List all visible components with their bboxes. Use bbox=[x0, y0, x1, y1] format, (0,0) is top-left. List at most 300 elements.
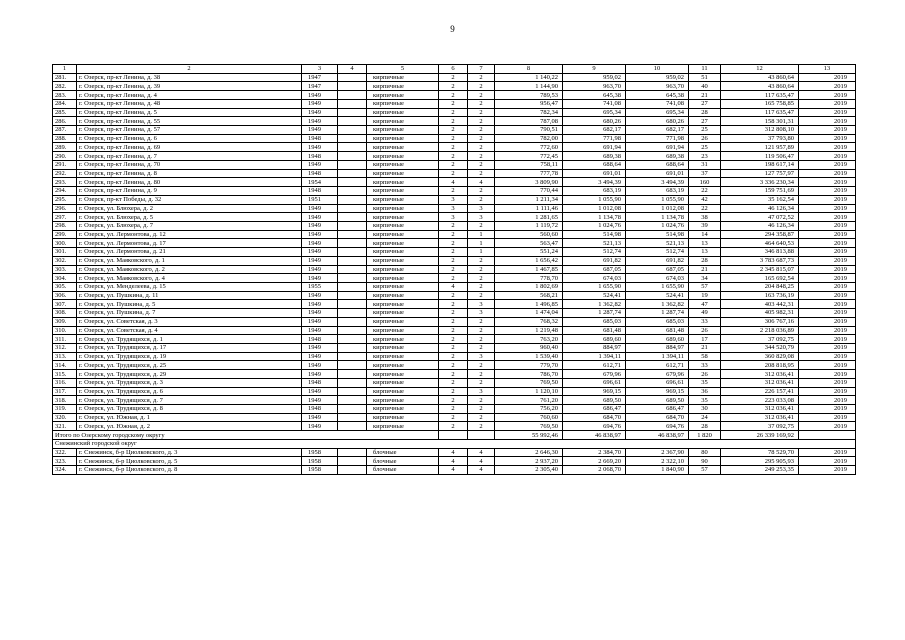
table-cell: 1 656,42 bbox=[495, 256, 563, 265]
table-cell: 2 bbox=[468, 422, 495, 431]
table-cell: 3 bbox=[468, 309, 495, 318]
table-cell: 772,45 bbox=[495, 152, 563, 161]
table-cell: 306 767,16 bbox=[721, 317, 799, 326]
table-cell bbox=[338, 326, 367, 335]
table-cell: 285. bbox=[53, 108, 77, 117]
table-cell: 1 394,11 bbox=[563, 352, 626, 361]
table-cell: 295 905,93 bbox=[721, 457, 799, 466]
table-cell: 687,05 bbox=[563, 265, 626, 274]
table-cell: 1 111,46 bbox=[495, 204, 563, 213]
table-cell: кирпичные bbox=[367, 248, 439, 257]
table-row bbox=[53, 396, 856, 405]
table-cell: 33 bbox=[689, 317, 721, 326]
table-cell: 2 bbox=[439, 405, 468, 414]
table-cell: г. Озерск, ул. Блюхера, д. 7 bbox=[77, 221, 302, 230]
table-cell: 47 072,52 bbox=[721, 213, 799, 222]
table-cell: 963,70 bbox=[563, 82, 626, 91]
table-cell: 2019 bbox=[799, 370, 856, 379]
table-cell: 312 036,41 bbox=[721, 378, 799, 387]
table-row bbox=[53, 169, 856, 178]
table-cell: 2019 bbox=[799, 248, 856, 257]
table-cell: 2 bbox=[468, 169, 495, 178]
table-cell: 1 474,04 bbox=[495, 309, 563, 318]
table-cell: 312 036,41 bbox=[721, 370, 799, 379]
table-cell: 2 bbox=[468, 317, 495, 326]
table-cell: 2 bbox=[439, 413, 468, 422]
table-cell: 688,64 bbox=[563, 160, 626, 169]
table-cell: 294. bbox=[53, 187, 77, 196]
table-cell: 2 bbox=[439, 291, 468, 300]
table-cell: 1949 bbox=[302, 361, 338, 370]
table-cell: 689,50 bbox=[626, 396, 689, 405]
table-cell: 2019 bbox=[799, 265, 856, 274]
table-cell: 884,97 bbox=[563, 344, 626, 353]
table-cell: 1949 bbox=[302, 317, 338, 326]
table-cell bbox=[338, 378, 367, 387]
table-cell: г. Озерск, ул. Трудящихся, д. 7 bbox=[77, 396, 302, 405]
table-cell: 1949 bbox=[302, 248, 338, 257]
table-cell: 289. bbox=[53, 143, 77, 152]
table-cell: г. Снежинск, б-р Циолковского, д. 5 bbox=[77, 457, 302, 466]
table-cell: 2 bbox=[468, 378, 495, 387]
table-cell: 1949 bbox=[302, 239, 338, 248]
table-cell: 315. bbox=[53, 370, 77, 379]
table-cell: 771,98 bbox=[626, 134, 689, 143]
table-cell: 2019 bbox=[799, 82, 856, 91]
table-cell: 293. bbox=[53, 178, 77, 187]
table-cell: 2019 bbox=[799, 239, 856, 248]
table-cell: 696,61 bbox=[626, 378, 689, 387]
table-cell: 2019 bbox=[799, 91, 856, 100]
table-cell: 35 162,54 bbox=[721, 195, 799, 204]
table-cell: 43 860,64 bbox=[721, 82, 799, 91]
table-cell: 2019 bbox=[799, 405, 856, 414]
table-cell: 1 024,76 bbox=[626, 221, 689, 230]
table-row bbox=[53, 195, 856, 204]
table-cell: 514,98 bbox=[626, 230, 689, 239]
table-cell: 1948 bbox=[302, 378, 338, 387]
table-cell bbox=[338, 178, 367, 187]
table-cell: 28 bbox=[689, 256, 721, 265]
table-cell: 782,34 bbox=[495, 108, 563, 117]
table-cell: 2 bbox=[439, 187, 468, 196]
table-cell: 2 bbox=[468, 405, 495, 414]
table-cell: 4 bbox=[468, 178, 495, 187]
table-cell: 2 bbox=[439, 221, 468, 230]
table-cell: 323. bbox=[53, 457, 77, 466]
table-cell: 679,96 bbox=[563, 370, 626, 379]
table-cell: кирпичные bbox=[367, 317, 439, 326]
table-cell: 4 bbox=[439, 282, 468, 291]
column-number-row bbox=[53, 65, 856, 74]
total-c11: 1 820 bbox=[689, 431, 721, 440]
table-cell: 119 506,47 bbox=[721, 152, 799, 161]
table-cell bbox=[338, 73, 367, 82]
table-cell bbox=[338, 282, 367, 291]
table-cell: 960,40 bbox=[495, 344, 563, 353]
table-cell: 694,76 bbox=[626, 422, 689, 431]
table-cell bbox=[338, 291, 367, 300]
table-cell: 761,20 bbox=[495, 396, 563, 405]
table-cell: г. Озерск, ул. Пушкина, д. 7 bbox=[77, 309, 302, 318]
table-cell: 3 bbox=[468, 213, 495, 222]
table-cell: 204 848,25 bbox=[721, 282, 799, 291]
table-cell: г. Озерск, ул. Трудящихся, д. 17 bbox=[77, 344, 302, 353]
table-cell: 769,50 bbox=[495, 422, 563, 431]
table-row bbox=[53, 309, 856, 318]
table-row bbox=[53, 361, 856, 370]
table-cell bbox=[338, 239, 367, 248]
table-cell: 1948 bbox=[302, 152, 338, 161]
table-cell: 1 287,74 bbox=[626, 309, 689, 318]
table-cell: 31 bbox=[689, 160, 721, 169]
table-cell: 2 bbox=[439, 370, 468, 379]
table-cell: 956,47 bbox=[495, 99, 563, 108]
table-cell: кирпичные bbox=[367, 309, 439, 318]
table-cell: кирпичные bbox=[367, 195, 439, 204]
table-cell bbox=[468, 431, 495, 440]
table-cell: 33 bbox=[689, 361, 721, 370]
table-cell bbox=[338, 370, 367, 379]
table-cell bbox=[338, 143, 367, 152]
table-cell bbox=[338, 195, 367, 204]
table-cell: 23 bbox=[689, 152, 721, 161]
table-cell bbox=[338, 126, 367, 135]
table-cell: 691,94 bbox=[626, 143, 689, 152]
table-cell: 2 bbox=[439, 309, 468, 318]
table-cell: 304. bbox=[53, 274, 77, 283]
table-row bbox=[53, 248, 856, 257]
table-row bbox=[53, 448, 856, 457]
table-cell: 1948 bbox=[302, 169, 338, 178]
table-cell: 1949 bbox=[302, 326, 338, 335]
table-cell: 691,94 bbox=[563, 143, 626, 152]
table-cell: г. Озерск, ул. Трудящихся, д. 8 bbox=[77, 405, 302, 414]
table-cell: кирпичные bbox=[367, 291, 439, 300]
table-cell: 2 bbox=[468, 282, 495, 291]
table-cell: 2 bbox=[439, 126, 468, 135]
table-cell: 309. bbox=[53, 317, 77, 326]
table-cell: 4 bbox=[468, 448, 495, 457]
table-cell: 694,76 bbox=[563, 422, 626, 431]
table-row bbox=[53, 344, 856, 353]
table-row bbox=[53, 291, 856, 300]
table-cell: кирпичные bbox=[367, 99, 439, 108]
table-cell: 2019 bbox=[799, 413, 856, 422]
table-cell: 1 362,82 bbox=[563, 300, 626, 309]
table-cell: кирпичные bbox=[367, 221, 439, 230]
table-cell: кирпичные bbox=[367, 282, 439, 291]
table-cell: 790,51 bbox=[495, 126, 563, 135]
table-cell: 2 218 036,89 bbox=[721, 326, 799, 335]
table-row bbox=[53, 457, 856, 466]
table-row bbox=[53, 466, 856, 475]
table-row bbox=[53, 378, 856, 387]
table-row bbox=[53, 405, 856, 414]
table-cell: г. Озерск, ул. Блюхера, д. 5 bbox=[77, 213, 302, 222]
table-cell: 165 692,54 bbox=[721, 274, 799, 283]
table-cell: 1 055,90 bbox=[626, 195, 689, 204]
col-header: 6 bbox=[439, 65, 468, 74]
table-cell: 2 bbox=[439, 160, 468, 169]
table-cell bbox=[338, 448, 367, 457]
table-cell: кирпичные bbox=[367, 108, 439, 117]
table-cell bbox=[338, 82, 367, 91]
table-cell: 1951 bbox=[302, 195, 338, 204]
table-cell: 2019 bbox=[799, 457, 856, 466]
table-cell bbox=[338, 204, 367, 213]
table-row bbox=[53, 335, 856, 344]
table-cell: кирпичные bbox=[367, 82, 439, 91]
table-cell: 2 bbox=[439, 300, 468, 309]
table-row bbox=[53, 108, 856, 117]
table-cell: 405 982,31 bbox=[721, 309, 799, 318]
table-cell: г. Озерск, ул. Трудящихся, д. 25 bbox=[77, 361, 302, 370]
table-cell: 3 bbox=[468, 387, 495, 396]
table-cell bbox=[338, 134, 367, 143]
table-cell bbox=[338, 387, 367, 396]
table-cell: 303. bbox=[53, 265, 77, 274]
table-cell: г. Озерск, ул. Трудящихся, д. 29 bbox=[77, 370, 302, 379]
table-cell: 686,47 bbox=[563, 405, 626, 414]
table-cell: 2019 bbox=[799, 352, 856, 361]
table-cell: г. Озерск, ул. Лермонтова, д. 12 bbox=[77, 230, 302, 239]
table-cell: 787,08 bbox=[495, 117, 563, 126]
table-cell: 771,98 bbox=[563, 134, 626, 143]
table-cell: 25 bbox=[689, 143, 721, 152]
table-cell: 25 bbox=[689, 126, 721, 135]
table-cell: 689,38 bbox=[626, 152, 689, 161]
table-cell: 13 bbox=[689, 248, 721, 257]
table-cell: кирпичные bbox=[367, 361, 439, 370]
table-cell: 685,03 bbox=[563, 317, 626, 326]
table-row bbox=[53, 126, 856, 135]
table-cell: 2 bbox=[439, 265, 468, 274]
table-cell: 2 bbox=[439, 387, 468, 396]
table-cell: 313. bbox=[53, 352, 77, 361]
table-row bbox=[53, 73, 856, 82]
table-cell: кирпичные bbox=[367, 352, 439, 361]
table-cell: кирпичные bbox=[367, 230, 439, 239]
table-cell: кирпичные bbox=[367, 370, 439, 379]
table-cell: г. Озерск, ул. Трудящихся, д. 6 bbox=[77, 387, 302, 396]
table-cell: 1949 bbox=[302, 274, 338, 283]
table-cell: 683,19 bbox=[563, 187, 626, 196]
table-cell: г. Озерск, пр-кт Ленина, д. 6 bbox=[77, 134, 302, 143]
table-cell: 680,26 bbox=[626, 117, 689, 126]
table-cell: 21 bbox=[689, 265, 721, 274]
table-cell: 686,47 bbox=[626, 405, 689, 414]
table-cell: 2 bbox=[468, 108, 495, 117]
table-cell: 2 bbox=[439, 352, 468, 361]
table-cell bbox=[338, 256, 367, 265]
table-cell: 2 bbox=[468, 195, 495, 204]
table-cell: 2019 bbox=[799, 317, 856, 326]
table-cell: г. Озерск, ул. Менделеева, д. 15 bbox=[77, 282, 302, 291]
table-cell: 316. bbox=[53, 378, 77, 387]
table-cell: 37 092,75 bbox=[721, 422, 799, 431]
table-cell bbox=[338, 152, 367, 161]
table-row bbox=[53, 413, 856, 422]
table-cell: 685,03 bbox=[626, 317, 689, 326]
table-cell: 1 144,90 bbox=[495, 82, 563, 91]
table-cell: г. Озерск, ул. Советская, д. 4 bbox=[77, 326, 302, 335]
table-cell: 1949 bbox=[302, 352, 338, 361]
table-cell: 521,13 bbox=[626, 239, 689, 248]
table-cell: 1 655,90 bbox=[563, 282, 626, 291]
col-header: 8 bbox=[495, 65, 563, 74]
table-cell: 37 092,75 bbox=[721, 335, 799, 344]
table-cell: 695,34 bbox=[626, 108, 689, 117]
table-cell: 159 751,69 bbox=[721, 187, 799, 196]
table-cell: 884,97 bbox=[626, 344, 689, 353]
table-cell: 2 bbox=[439, 169, 468, 178]
table-cell: 1 055,90 bbox=[563, 195, 626, 204]
table-cell: 4 bbox=[439, 448, 468, 457]
table-cell: 1 012,08 bbox=[563, 204, 626, 213]
table-cell: 2 937,20 bbox=[495, 457, 563, 466]
table-cell: кирпичные bbox=[367, 387, 439, 396]
table-cell: 3 bbox=[439, 195, 468, 204]
table-cell: 2 305,40 bbox=[495, 466, 563, 475]
table-cell bbox=[338, 108, 367, 117]
table-cell: кирпичные bbox=[367, 117, 439, 126]
col-header: 2 bbox=[77, 65, 302, 74]
table-cell: 2019 bbox=[799, 378, 856, 387]
total-c12: 26 339 169,92 bbox=[721, 431, 799, 440]
table-cell: 1949 bbox=[302, 387, 338, 396]
table-cell: г. Озерск, пр-кт Ленина, д. 38 bbox=[77, 73, 302, 82]
table-cell: г. Озерск, ул. Лермонтова, д. 17 bbox=[77, 239, 302, 248]
table-cell: 2 bbox=[439, 152, 468, 161]
table-cell: 1949 bbox=[302, 117, 338, 126]
table-cell: 37 793,80 bbox=[721, 134, 799, 143]
table-cell: кирпичные bbox=[367, 378, 439, 387]
table-cell: 2 bbox=[439, 239, 468, 248]
table-cell: 2 bbox=[439, 108, 468, 117]
table-cell: 49 bbox=[689, 309, 721, 318]
table-cell: 679,96 bbox=[626, 370, 689, 379]
table-cell: 117 635,47 bbox=[721, 91, 799, 100]
table-cell: 321. bbox=[53, 422, 77, 431]
table-cell: 2019 bbox=[799, 230, 856, 239]
table-cell: 298. bbox=[53, 221, 77, 230]
table-cell: 2019 bbox=[799, 213, 856, 222]
table-cell: 1947 bbox=[302, 82, 338, 91]
table-cell: 680,26 bbox=[563, 117, 626, 126]
table-cell: 17 bbox=[689, 335, 721, 344]
table-cell: 322. bbox=[53, 448, 77, 457]
table-cell: 2 bbox=[468, 91, 495, 100]
table-cell: 524,41 bbox=[563, 291, 626, 300]
table-cell: 1949 bbox=[302, 204, 338, 213]
table-cell bbox=[338, 422, 367, 431]
table-cell: 30 bbox=[689, 405, 721, 414]
table-cell: 312 036,41 bbox=[721, 405, 799, 414]
table-cell: 2019 bbox=[799, 282, 856, 291]
table-cell: 1 012,08 bbox=[626, 204, 689, 213]
table-cell: 1948 bbox=[302, 405, 338, 414]
table-cell: г. Снежинск, б-р Циолковского, д. 8 bbox=[77, 466, 302, 475]
table-cell: 963,70 bbox=[626, 82, 689, 91]
total-label: Итого по Озерскому городскому округу bbox=[53, 431, 439, 440]
table-cell: 51 bbox=[689, 73, 721, 82]
table-cell: 2 bbox=[468, 274, 495, 283]
table-cell: 318. bbox=[53, 396, 77, 405]
table-cell: кирпичные bbox=[367, 256, 439, 265]
table-cell: 3 bbox=[468, 352, 495, 361]
table-cell bbox=[338, 309, 367, 318]
table-cell: г. Озерск, ул. Пушкина, д. 11 bbox=[77, 291, 302, 300]
col-header: 1 bbox=[53, 65, 77, 74]
table-cell: 689,38 bbox=[563, 152, 626, 161]
table-cell bbox=[338, 300, 367, 309]
table-cell: г. Озерск, ул. Трудящихся, д. 19 bbox=[77, 352, 302, 361]
table-cell: 1948 bbox=[302, 187, 338, 196]
table-row bbox=[53, 152, 856, 161]
table-cell: 292. bbox=[53, 169, 77, 178]
table-cell: 4 bbox=[468, 457, 495, 466]
table-cell: г. Озерск, ул. Южная, д. 2 bbox=[77, 422, 302, 431]
table-cell: 305. bbox=[53, 282, 77, 291]
table-cell: 674,03 bbox=[626, 274, 689, 283]
table-cell: 689,50 bbox=[563, 396, 626, 405]
table-cell: г. Озерск, пр-кт Ленина, д. 39 bbox=[77, 82, 302, 91]
table-row bbox=[53, 143, 856, 152]
table-cell: 300. bbox=[53, 239, 77, 248]
table-row bbox=[53, 274, 856, 283]
table-cell bbox=[338, 221, 367, 230]
table-cell: 1 bbox=[468, 248, 495, 257]
table-cell: 2 bbox=[439, 422, 468, 431]
table-cell: 46 126,34 bbox=[721, 204, 799, 213]
table-cell: 2 bbox=[468, 143, 495, 152]
table-cell: 2 bbox=[439, 91, 468, 100]
table-cell: 27 bbox=[689, 117, 721, 126]
table-cell: 2 bbox=[468, 326, 495, 335]
table-row bbox=[53, 160, 856, 169]
table-cell: кирпичные bbox=[367, 152, 439, 161]
table-cell: 2019 bbox=[799, 309, 856, 318]
table-cell bbox=[338, 413, 367, 422]
table-cell: 512,74 bbox=[563, 248, 626, 257]
table-cell bbox=[338, 317, 367, 326]
table-cell: кирпичные bbox=[367, 396, 439, 405]
table-cell: 2019 bbox=[799, 291, 856, 300]
table-cell: 324. bbox=[53, 466, 77, 475]
table-cell: 1 655,90 bbox=[626, 282, 689, 291]
table-cell: 2 bbox=[468, 344, 495, 353]
table-cell: 121 957,89 bbox=[721, 143, 799, 152]
table-cell: кирпичные bbox=[367, 405, 439, 414]
table-cell: 521,13 bbox=[563, 239, 626, 248]
table-cell: кирпичные bbox=[367, 344, 439, 353]
table-cell: 1949 bbox=[302, 213, 338, 222]
table-cell: 4 bbox=[439, 457, 468, 466]
housing-register-table bbox=[52, 64, 856, 475]
table-cell: 568,21 bbox=[495, 291, 563, 300]
table-cell: 28 bbox=[689, 108, 721, 117]
table-cell: 3 783 687,73 bbox=[721, 256, 799, 265]
table-cell: 2019 bbox=[799, 326, 856, 335]
total-c9: 46 838,97 bbox=[563, 431, 626, 440]
table-cell bbox=[338, 466, 367, 475]
table-cell: 779,70 bbox=[495, 361, 563, 370]
table-cell: 1955 bbox=[302, 282, 338, 291]
table-cell: 286. bbox=[53, 117, 77, 126]
table-cell: 1949 bbox=[302, 126, 338, 135]
table-cell: 772,60 bbox=[495, 143, 563, 152]
